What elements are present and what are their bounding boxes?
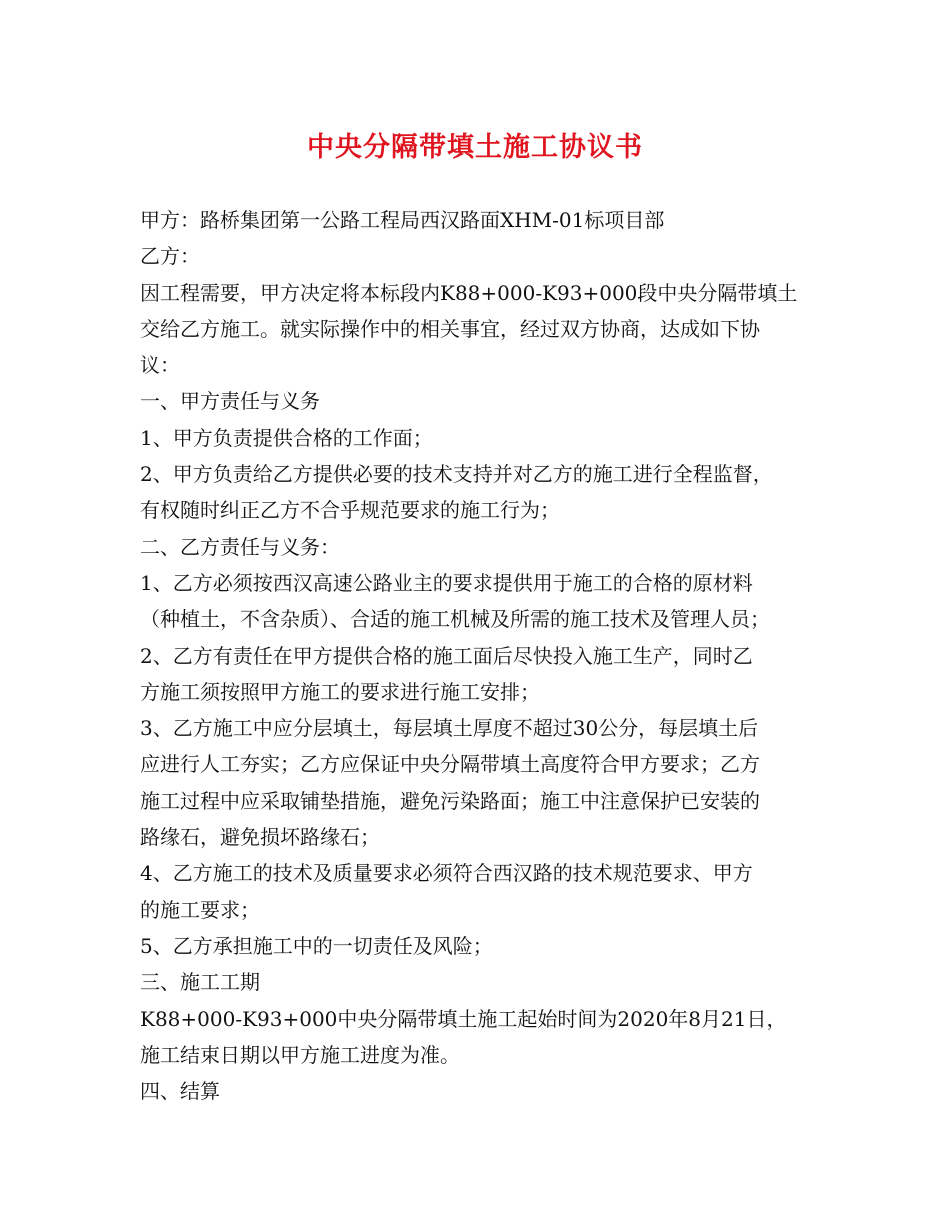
clause-b4-line-2: 的施工要求；	[140, 897, 260, 922]
clause-b2-line-1: 2、乙方有责任在甲方提供合格的施工面后尽快投入施工生产，同时乙	[140, 643, 753, 668]
clause-a1: 1、甲方负责提供合格的工作面；	[140, 425, 433, 450]
clause-a2-line-2: 有权随时纠正乙方不合乎规范要求的施工行为；	[140, 498, 560, 523]
section-heading-1: 一、甲方责任与义务	[140, 389, 320, 414]
clause-b2-line-2: 方施工须按照甲方施工的要求进行施工安排；	[140, 679, 540, 704]
clause-b3-line-4: 路缘石，避免损坏路缘石；	[140, 825, 380, 850]
clause-b3-line-2: 应进行人工夯实；乙方应保证中央分隔带填土高度符合甲方要求；乙方	[140, 752, 760, 777]
intro-line-1: 因工程需要，甲方决定将本标段内K88+000-K93+000段中央分隔带填土	[140, 280, 798, 305]
schedule-line-1: K88+000-K93+000中央分隔带填土施工起始时间为2020年8月21日，	[140, 1006, 787, 1031]
clause-b1-line-1: 1、乙方必须按西汉高速公路业主的要求提供用于施工的合格的原材料	[140, 570, 753, 595]
clause-b1-line-2: （种植土，不含杂质）、合适的施工机械及所需的施工技术及管理人员；	[140, 607, 770, 632]
party-b-line: 乙方：	[140, 244, 200, 269]
section-heading-3: 三、施工工期	[140, 970, 260, 995]
section-heading-4: 四、结算	[140, 1079, 220, 1104]
party-a-line: 甲方：路桥集团第一公路工程局西汉路面XHM-01标项目部	[140, 208, 665, 232]
intro-line-2: 交给乙方施工。就实际操作中的相关事宜，经过双方协商，达成如下协	[140, 316, 760, 341]
clause-b3-line-3: 施工过程中应采取铺垫措施，避免污染路面；施工中注意保护已安装的	[140, 788, 760, 813]
clause-b4-line-1: 4、乙方施工的技术及质量要求必须符合西汉路的技术规范要求、甲方	[140, 861, 753, 886]
schedule-line-2: 施工结束日期以甲方施工进度为准。	[140, 1042, 460, 1067]
document-title: 中央分隔带填土施工协议书	[307, 132, 643, 163]
document-body	[140, 202, 830, 1109]
section-heading-2: 二、乙方责任与义务：	[140, 534, 340, 559]
clause-b5: 5、乙方承担施工中的一切责任及风险；	[140, 933, 493, 958]
intro-line-3: 议：	[140, 353, 180, 378]
clause-b3-line-1: 3、乙方施工中应分层填土，每层填土厚度不超过30公分，每层填土后	[140, 716, 759, 741]
clause-a2-line-1: 2、甲方负责给乙方提供必要的技术支持并对乙方的施工进行全程监督，	[140, 462, 773, 487]
